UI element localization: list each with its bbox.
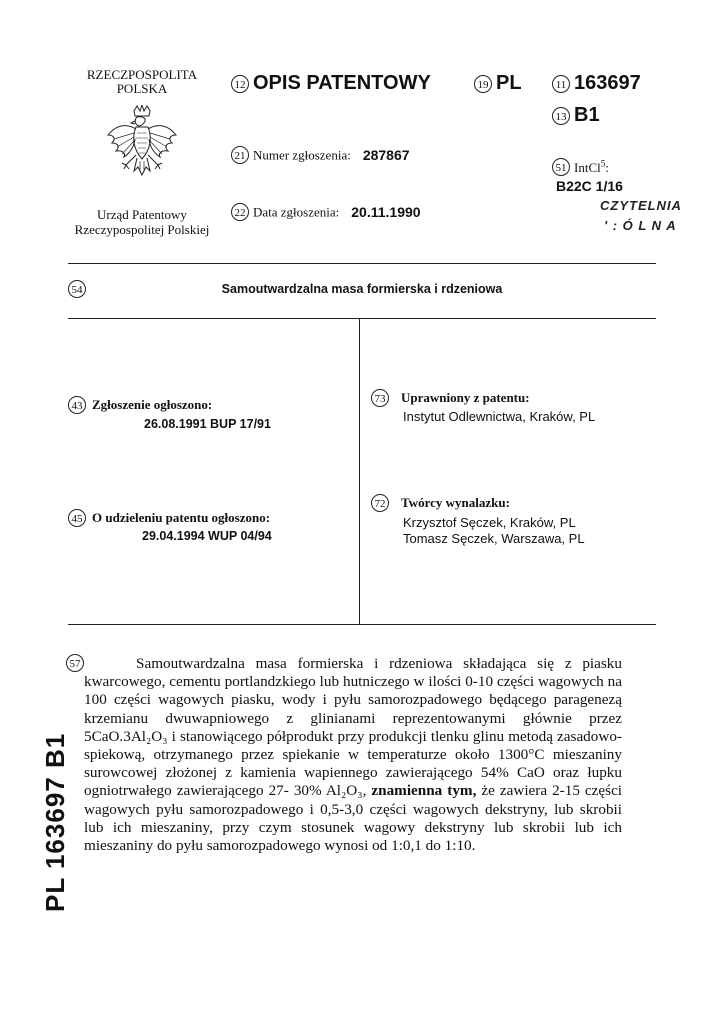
inventor-2: Tomasz Sęczek, Warszawa, PL xyxy=(403,531,585,546)
int-cl-colon: : xyxy=(605,159,609,175)
invention-title: Samoutwardzalna masa formierska i rdzeniowa xyxy=(221,282,503,296)
app-number-label: Numer zgłoszenia: xyxy=(253,147,351,163)
owner-label: Uprawniony z patentu: xyxy=(401,390,530,406)
kind-code xyxy=(552,104,600,127)
owner-value: Instytut Odlewnictwa, Kraków, PL xyxy=(403,409,596,424)
inid-code-45: 45 xyxy=(68,509,86,527)
office-line2: Rzeczypospolitej Polskiej xyxy=(74,222,210,237)
grant-label: O udzieleniu patentu ogłoszono: xyxy=(92,510,271,526)
filing-date-label: Data zgłoszenia: xyxy=(253,204,340,220)
application-number xyxy=(231,146,410,164)
patent-office-name xyxy=(52,207,232,237)
patent-number xyxy=(552,72,641,95)
country-line2: POLSKA xyxy=(116,81,168,96)
filing-date xyxy=(231,203,421,221)
int-cl-value: B22C 1/16 xyxy=(556,178,623,194)
publication-notice xyxy=(68,396,212,414)
inventors xyxy=(371,494,510,512)
abstract-top-rule xyxy=(68,624,656,625)
title-top-rule xyxy=(68,263,656,264)
patent-owner xyxy=(371,389,530,407)
publication-value: 26.08.1991 BUP 17/91 xyxy=(144,417,271,431)
side-patent-identifier: PL 163697 B1 xyxy=(40,732,70,912)
abstract-characterized-by: znamienna tym, xyxy=(371,782,477,800)
int-cl-edition: 5 xyxy=(600,158,606,169)
inid-code-19: 19 xyxy=(474,75,492,93)
document-type xyxy=(231,72,431,95)
grant-notice xyxy=(68,509,270,527)
inid-code-12: 12 xyxy=(231,75,249,93)
inid-code-73: 73 xyxy=(371,389,389,407)
publication-label: Zgłoszenie ogłoszono: xyxy=(92,397,213,413)
inid-code-11: 11 xyxy=(552,75,570,93)
abstract-text xyxy=(84,655,622,855)
inventor-1: Krzysztof Sęczek, Kraków, PL xyxy=(403,515,576,530)
country-line1: RZECZPOSPOLITA xyxy=(86,67,198,82)
inid-code-43: 43 xyxy=(68,396,86,414)
abstract-part1: Samoutwardzalna masa formierska i rdzeniowa składająca się z piasku kwarcowego, cementu portlandzkiego lub hutniczego w ilości 0-10 części wagowych na 100 części wagowych piasku, wody i pyłu samorozpadowego będącego paragenezą krzemianu dwuwapniowego z glinianami reprezentowanymi głównie przez 5CaO.3Al₂O₃ i stanowiącego półprodukt przy produkcji tlenku glinu metodą zasadowo-spiekową, otrzymanego przez spiekanie w temperaturze około 1300°C mieszaniny surowcowej złożonej z kamienia wapiennego zawierającego 54% CaO oraz łupku ogniotrwałego zawierającego 27- 30% Al₂O₃, xyxy=(84,655,622,800)
inventors-label: Twórcy wynalazku: xyxy=(401,495,510,511)
library-stamp-line1: CZYTELNIA xyxy=(600,198,682,213)
inid-code-13: 13 xyxy=(552,107,570,125)
country-name xyxy=(62,68,222,96)
country-code-value: PL xyxy=(496,72,522,94)
int-cl-label: IntCl xyxy=(574,159,601,175)
country-code xyxy=(474,72,522,95)
abstract-part2: że zawiera 2-15 części wagowych pyłu samorozpadowego i 0,5-3,0 części wagowych dekstryny, lub skrobii lub ich mieszaniny, przy czym stosunek wagowy dekstryny lub skrobii lub ich mieszaniny do pyłu samorozpadowego wynosi od 1:0,1 do 1:10. xyxy=(84,782,623,855)
library-stamp-line2: ' : Ó L N A xyxy=(604,218,677,233)
app-number-value: 287867 xyxy=(362,147,410,164)
patent-number-value: 163697 xyxy=(574,72,641,94)
inid-code-72: 72 xyxy=(371,494,389,512)
title-bottom-rule xyxy=(68,318,656,319)
kind-code-value: B1 xyxy=(574,104,600,126)
inventors-list xyxy=(403,515,585,547)
inid-code-51: 51 xyxy=(552,158,570,176)
doc-type-title: OPIS PATENTOWY xyxy=(253,72,431,94)
inid-code-21: 21 xyxy=(231,146,249,164)
eagle-emblem-icon xyxy=(104,105,180,189)
grant-value: 29.04.1994 WUP 04/94 xyxy=(142,529,272,543)
office-line1: Urząd Patentowy xyxy=(97,207,187,222)
inid-code-54: 54 xyxy=(68,280,86,298)
filing-date-value: 20.11.1990 xyxy=(351,204,421,221)
column-divider xyxy=(359,318,360,624)
inid-code-22: 22 xyxy=(231,203,249,221)
int-classification xyxy=(552,158,609,176)
inid-code-57: 57 xyxy=(66,654,84,672)
